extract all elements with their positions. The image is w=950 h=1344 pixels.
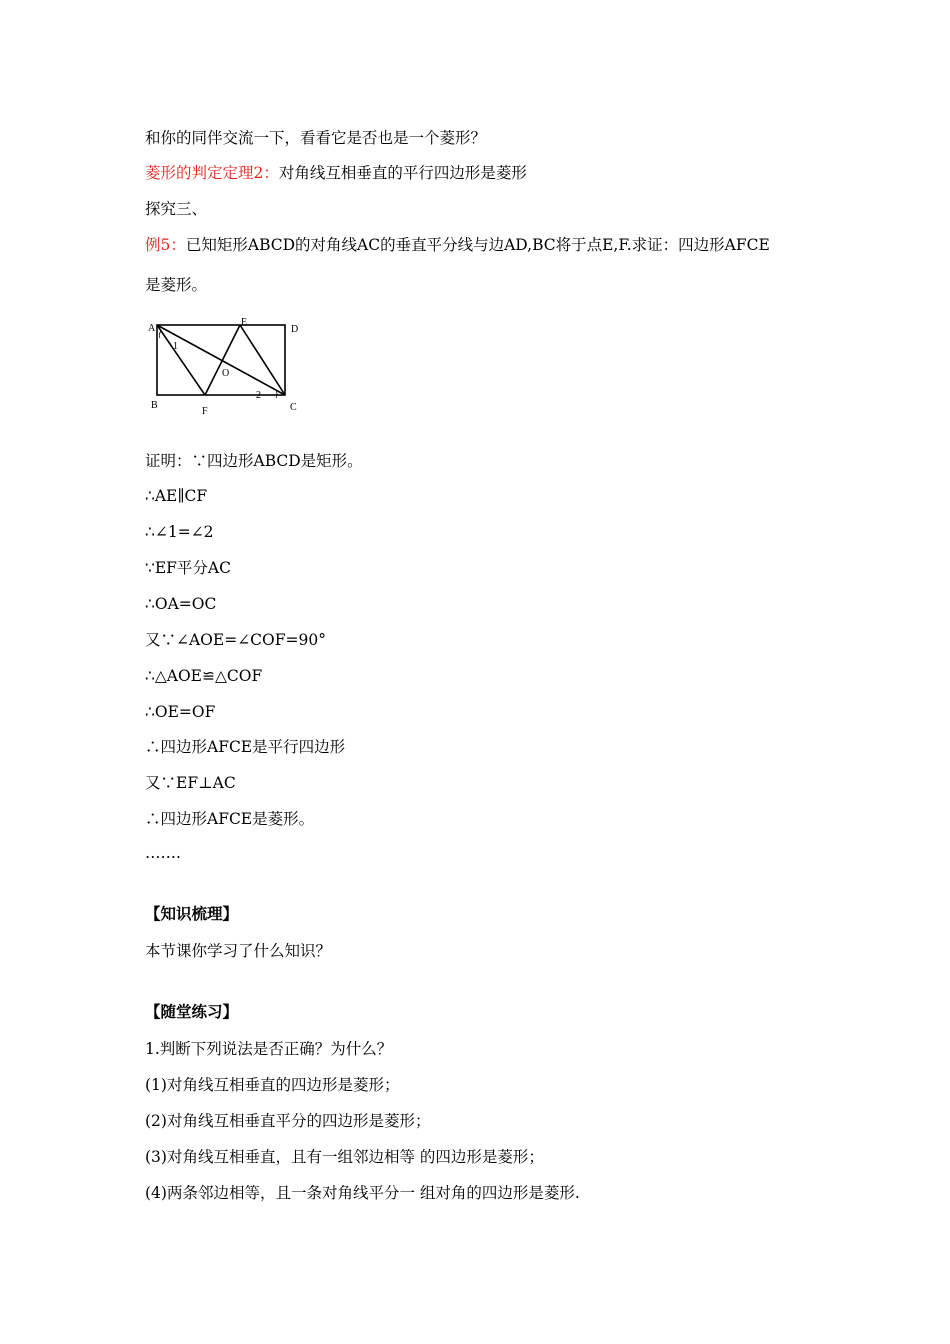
angle-2-arc	[276, 390, 277, 398]
example-line-2: 是菱形。	[145, 276, 208, 294]
proof-line: 证明：∵四边形ABCD是矩形。	[145, 452, 363, 470]
geometry-figure	[140, 318, 310, 420]
label-angle-1: 1	[173, 341, 178, 352]
intro-line: 和你的同伴交流一下，看看它是否也是一个菱形？	[145, 129, 487, 147]
proof-line: ∴OA=OC	[145, 595, 217, 613]
practice-heading: 【随堂练习】	[145, 1002, 239, 1021]
summary-text: 本节课你学习了什么知识？	[145, 942, 332, 960]
proof-line: ∵EF平分AC	[145, 559, 231, 577]
label-e: E	[241, 318, 248, 328]
proof-line: 又∵∠AOE=∠COF=90°	[145, 631, 326, 649]
label-d: D	[291, 324, 299, 335]
example-text: 已知矩形ABCD的对角线AC的垂直平分线与边AD,BC将于点E,F.求证：四边形AFCE	[185, 236, 770, 254]
section-heading: 探究三、	[145, 200, 208, 218]
label-o: O	[222, 368, 230, 379]
theorem-label: 菱形的判定定理2：	[145, 164, 279, 182]
practice-question: 1.判断下列说法是否正确？为什么？	[145, 1040, 393, 1058]
practice-item: (1)对角线互相垂直的四边形是菱形；	[145, 1076, 400, 1094]
proof-line: ∴△AOE≌△COF	[145, 667, 263, 685]
label-f: F	[202, 406, 208, 417]
diagonal-ac	[157, 325, 285, 395]
practice-item: (3)对角线互相垂直，且有一组邻边相等 的四边形是菱形；	[145, 1148, 544, 1166]
proof-line: ∴四边形AFCE是平行四边形	[145, 738, 346, 756]
theorem-text: 对角线互相垂直的平行四边形是菱形	[278, 164, 527, 182]
proof-line: ∴∠1=∠2	[145, 523, 214, 541]
proof-line: 又∵EF⊥AC	[145, 774, 236, 792]
summary-heading: 【知识梳理】	[145, 904, 239, 923]
angle-1-arc	[159, 331, 161, 338]
proof-line: ∴AE∥CF	[145, 487, 208, 505]
label-angle-2: 2	[256, 390, 261, 401]
proof-ellipsis: …….	[145, 844, 181, 862]
practice-item: (2)对角线互相垂直平分的四边形是菱形；	[145, 1112, 431, 1130]
label-b: B	[151, 400, 158, 411]
proof-line: ∴OE=OF	[145, 703, 216, 721]
label-a: A	[148, 323, 156, 334]
segment-ec	[240, 325, 285, 395]
example-label: 例5：	[145, 236, 186, 254]
label-c: C	[290, 402, 297, 413]
theorem-line	[145, 163, 527, 183]
example-line	[145, 235, 770, 255]
practice-item: (4)两条邻边相等，且一条对角线平分一 组对角的四边形是菱形.	[145, 1184, 580, 1202]
segment-af	[157, 325, 205, 395]
proof-line: ∴四边形AFCE是菱形。	[145, 810, 315, 828]
segment-fe	[205, 325, 240, 395]
